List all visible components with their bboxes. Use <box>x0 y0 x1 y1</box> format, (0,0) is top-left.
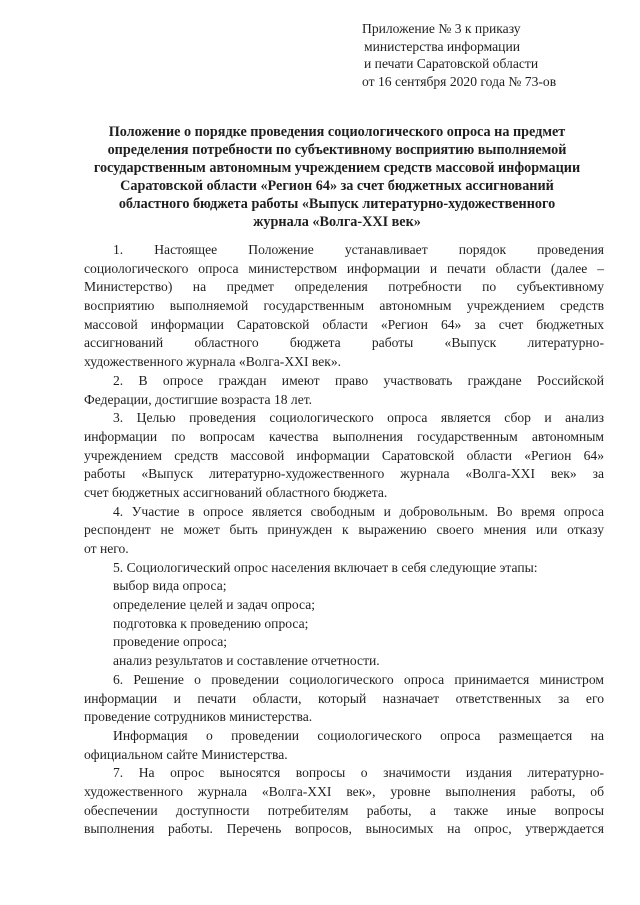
stamp-line: и печати Саратовской области <box>364 56 539 71</box>
body-text-line: 2. В опросе граждан имеют право участвовать граждане Российской <box>113 372 604 388</box>
body-text-line: проведение опроса; <box>113 634 228 650</box>
document-body <box>84 241 604 839</box>
body-text-line: массовой информации Саратовской области «Регион 64» за счет бюджетных <box>84 316 604 332</box>
title-line: Саратовской области «Регион 64» за счет бюджетных ассигнований <box>120 177 554 194</box>
body-text-line: работы «Выпуск литературно-художественного журнала «Волга-XXI век» за <box>84 466 604 482</box>
body-text-line: Министерство) на предмет определения потребности по субъективному <box>84 279 604 295</box>
body-text-line: 1. Настоящее Положение устанавливает порядок проведения <box>113 242 604 257</box>
body-text-line: выполнения работы. Перечень вопросов, выносимых на опрос, утверждается <box>84 821 604 837</box>
body-text-line: 6. Решение о проведении социологического опроса принимается министром <box>113 671 604 687</box>
body-text-line: респондент не может быть принужден к выражению своего мнения или отказу <box>84 522 604 538</box>
body-text-line: художественного журнала «Волга-XXI век», уровне выполнения работы, об <box>84 783 604 799</box>
body-text-line: информации по вопросам качества выполнения государственным автономным <box>84 428 604 444</box>
body-text-line: проведение сотрудников министерства. <box>84 709 313 725</box>
body-text-line: подготовка к проведению опроса; <box>113 615 309 631</box>
title-line: журнала «Волга-XXI век» <box>253 213 421 230</box>
appendix-stamp <box>362 20 556 90</box>
body-text-line: обеспечении доступности потребителям работы, а также иные вопросы <box>84 802 604 818</box>
body-text-line: Информация о проведении социологического опроса размещается на <box>113 727 604 743</box>
stamp-line: Приложение № 3 к приказу <box>362 21 521 36</box>
body-text-line: 3. Целью проведения социологического опроса является сбор и анализ <box>113 410 604 426</box>
body-text-line: Федерации, достигшие возраста 18 лет. <box>84 391 313 407</box>
body-text-line: 4. Участие в опросе является свободным и добровольным. Во время опроса <box>113 503 604 519</box>
body-text-line: 7. На опрос выносятся вопросы о значимости издания литературно- <box>113 765 604 781</box>
stamp-line: министерства информации <box>364 38 520 54</box>
title-line: Положение о порядке проведения социологического опроса на предмет <box>108 124 566 140</box>
body-text-line: информации и печати области, который назначает ответственных за его <box>84 690 604 706</box>
body-text-line: восприятию выполняемой государственным автономным учреждением средств <box>84 298 604 314</box>
body-text-line: определение целей и задач опроса; <box>113 597 316 613</box>
body-text-line: 5. Социологический опрос населения включает в себя следующие этапы: <box>113 559 538 575</box>
stamp-line: от 16 сентября 2020 года № 73-ов <box>362 73 557 89</box>
document-title <box>68 124 606 231</box>
body-text-line: выбор вида опроса; <box>113 578 227 594</box>
body-text-line: учреждением средств массовой информации Саратовской области «Регион 64» <box>84 447 604 463</box>
body-text-line: анализ результатов и составление отчетности. <box>113 653 380 669</box>
title-line: государственным автономным учреждением средств массовой информации <box>93 159 581 176</box>
title-line: областного бюджета работы «Выпуск литературно-художественного <box>118 195 556 212</box>
body-text-line: счет бюджетных ассигнований областного бюджета. <box>84 484 388 500</box>
body-text-line: художественного журнала «Волга-XXI век». <box>84 354 342 370</box>
body-text-line: ассигнований областного бюджета работы «Выпуск литературно- <box>84 335 604 351</box>
body-text-line: от него. <box>84 541 129 556</box>
title-line: определения потребности по субъективному восприятию выполняемой <box>107 141 567 158</box>
body-text-line: официальном сайте Министерства. <box>84 746 288 762</box>
body-text-line: социологического опроса министерством информации и печати области (далее – <box>84 260 604 276</box>
